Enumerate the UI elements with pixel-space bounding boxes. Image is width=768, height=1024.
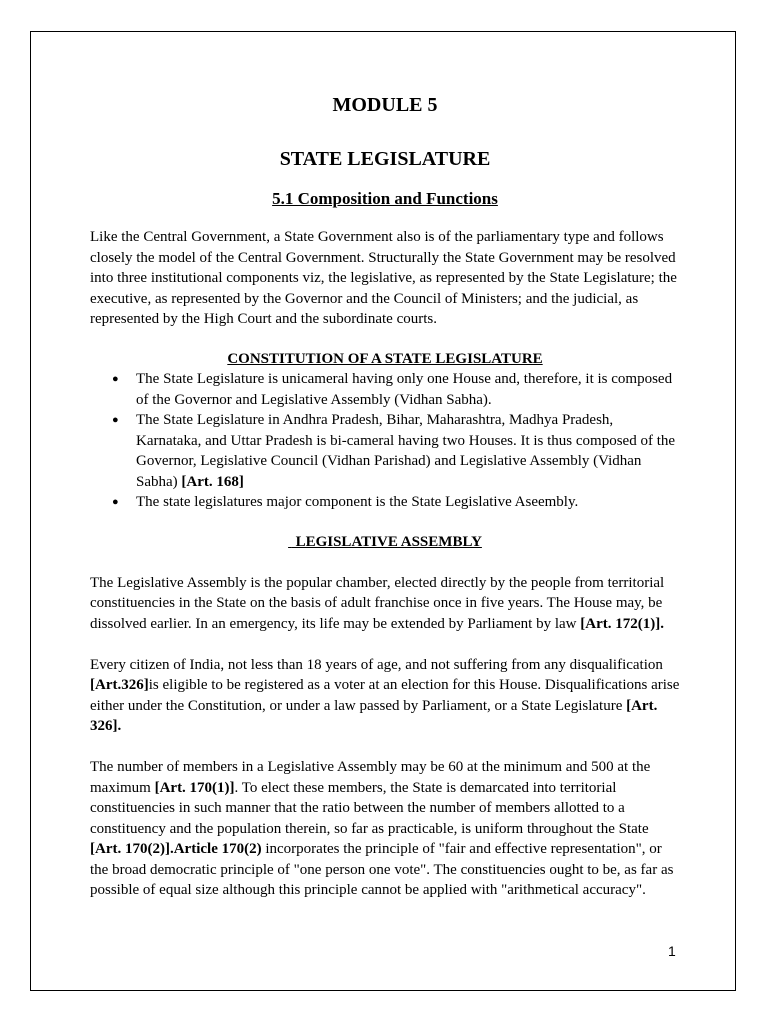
paragraph-voters bbox=[90, 655, 680, 737]
article-reference: [Art. 326]. bbox=[90, 697, 658, 734]
list-item-text: The state legislatures major component is the State Legislative Aseembly. bbox=[136, 494, 579, 510]
module-title: MODULE 5 bbox=[332, 94, 438, 116]
section-title: 5.1 Composition and Functions bbox=[272, 189, 498, 208]
constitution-list bbox=[90, 369, 680, 513]
article-reference: [Art. 170(2)].Article 170(2) bbox=[90, 841, 262, 857]
paragraph-popular-chamber bbox=[90, 573, 680, 635]
article-reference: [Art.326] bbox=[90, 677, 149, 693]
list-item-text: The State Legislature is unicameral having only one House and, therefore, it is composed of the Governor and Legislative Assembly (Vidhan Sabha). bbox=[136, 371, 673, 408]
paragraph-text: The number of members in a Legislative Assembly may be 60 at the minimum and 500 at the maximum bbox=[90, 759, 651, 796]
assembly-heading bbox=[90, 532, 680, 553]
article-reference: [Art. 170(1)] bbox=[154, 779, 235, 796]
paragraph-text: . To elect these members, the State is demarcated into territorial constituencies in such manner that the ratio between the number of members allotted to a constituency and the population therein, so far as practicable, is uniform throughout the State bbox=[90, 779, 649, 837]
assembly-heading-text: LEGISLATIVE ASSEMBLY bbox=[291, 533, 482, 550]
article-reference: [Art. 168] bbox=[181, 473, 244, 490]
list-item bbox=[90, 369, 680, 410]
list-item-text: The State Legislature in Andhra Pradesh, Bihar, Maharashtra, Madhya Pradesh, Karnataka, and Uttar Pradesh is bi-cameral having two Houses. It is thus composed of the Governor, Legislative Council (Vidhan Parishad) and Legislative Assembly (Vidhan Sabha) bbox=[136, 412, 676, 490]
constitution-heading: CONSTITUTION OF A STATE LEGISLATURE bbox=[227, 350, 543, 367]
chapter-title: STATE LEGISLATURE bbox=[279, 148, 491, 170]
list-item bbox=[90, 410, 680, 492]
paragraph-members bbox=[90, 757, 680, 901]
list-item bbox=[90, 492, 680, 513]
page-number: 1 bbox=[668, 943, 676, 959]
article-reference: [Art. 172(1)]. bbox=[580, 615, 664, 632]
paragraph-text: The Legislative Assembly is the popular chamber, elected directly by the people from territorial constituencies in the State on the basis of adult franchise once in five years. The House may, be dissolved earlier. In an emergency, its life may be extended by Parliament by law bbox=[90, 574, 665, 632]
intro-paragraph: Like the Central Government, a State Government also is of the parliamentary type and follows closely the model of the Central Government. Structurally the State Government may be resolved into three institutional components viz, the legislative, as represented by the State Legislature; the executive, as represented by the Governor and the Council of Ministers; and the judicial, as represented by the High Court and the subordinate courts. bbox=[90, 229, 677, 327]
paragraph-text: incorporates the principle of "fair and effective representation", or the broad democratic principle of "one person one vote". The constituencies ought to be, as far as possible of equal size although this principle cannot be applied with "arithmetical accuracy". bbox=[90, 841, 674, 898]
paragraph-text: Every citizen of India, not less than 18 years of age, and not suffering from any disqualification bbox=[90, 656, 663, 673]
document-body bbox=[90, 92, 680, 901]
paragraph-text: is eligible to be registered as a voter at an election for this House. Disqualifications arise either under the Constitution, or under a law passed by Parliament, or a State Legislature bbox=[90, 677, 680, 714]
